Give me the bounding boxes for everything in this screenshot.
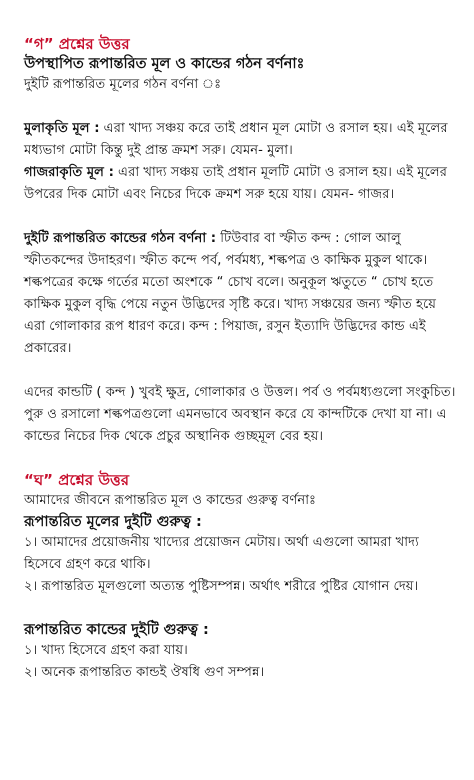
root-importance-item-1: ১। আমাদের প্রয়োজনীয় খাদ্যের প্রয়োজন মেটায়। অর্থা এগুলো আমরা খাদ্য হিসেবে গ্রহণ করে থাকি। bbox=[24, 535, 419, 572]
section-g-title: “গ” প্রশ্নের উত্তর bbox=[24, 35, 130, 53]
gajor-label: গাজরাকৃতি মূল : bbox=[24, 165, 114, 180]
section-g-intro: দুইটি রূপান্তরিত মূলের গঠন বর্ণনা ঃ bbox=[24, 77, 222, 92]
section-gh-title: “ঘ” প্রশ্নের উত্তর bbox=[24, 471, 130, 489]
stem-importance-item-2: ২। অনেক রূপান্তরিত কান্ডই ঔষধি গুণ সম্পন্ন। bbox=[24, 665, 265, 680]
gajor-text: এরা খাদ্য সঞ্চয় তাই প্রধান মূলটি মোটা ও রসাল হয়। এই মূলের উপরের দিক মোটা এবং নিচের দিকে ক্রমশ সরু হয়ে যায়। যেমন- গাজর। bbox=[24, 165, 447, 202]
mula-text: এরা খাদ্য সঞ্চয় করে তাই প্রধান মূল মোটা ও রসাল হয়। এই মূলের মধ্যভাগ মোটা কিন্তু দুই প্রান্ত ক্রমশ সরু। যেমন- মুলা। bbox=[24, 121, 448, 158]
stem-importance-heading: রূপান্তরিত কান্ডের দুইটি গুরুত্ব : bbox=[24, 622, 209, 638]
root-importance-heading: রূপান্তরিত মূলের দুইটি গুরুত্ব : bbox=[24, 514, 202, 530]
section-gh-intro: আমাদের জীবনে রূপান্তরিত মূল ও কান্ডের গুরুত্ব বর্ণনাঃ bbox=[24, 493, 317, 508]
stem-text: টিউবার বা স্ফীত কন্দ : গোল আলু স্ফীতকন্দের উদাহরণ। স্ফীত কন্দে পর্ব, পর্বমধ্য, শল্কপত্র ও কাক্ষিক মুকুল থাকে। শল্কপত্রের কক্ষে গর্তের মতো অংশকে “ চোখ বলে। অনুকূল ঋতুতে “ চোখ হতে কাক্ষিক মুকুল বৃদ্ধি পেয়ে নতুন উদ্ভিদের সৃষ্টি করে। খাদ্য সঞ্চয়ের জন্য স্ফীত হয়ে এরা গোলাকার রূপ ধারণ করে। কন্দ : পিয়াজ, রসুন ইত্যাদি উদ্ভিদের কান্ড এই প্রকারের। bbox=[24, 231, 437, 356]
stem-paragraph bbox=[24, 228, 460, 360]
bulb-paragraph: এদের কান্ডটি ( কন্দ ) খুবই ক্ষুদ্র, গোলাকার ও উত্তল। পর্ব ও পর্বমধ্যগুলো সংকুচিত। পুরু ও রসালো শল্কপত্রগুলো এমনভাবে অবস্থান করে যে কান্দটিকে দেখা যা না। এ কান্ডের নিচের দিক থেকে প্রচুর অস্থানিক গুচ্ছমূল বের হয়। bbox=[24, 385, 456, 444]
stem-importance-item-1: ১। খাদ্য হিসেবে গ্রহণ করা যায়। bbox=[24, 643, 188, 658]
mula-label: মুলাকৃতি মূল : bbox=[24, 121, 100, 136]
gajor-paragraph bbox=[24, 162, 460, 206]
stem-label: দুইটি রূপান্তরিত কান্ডের গঠন বর্ণনা : bbox=[24, 231, 217, 246]
root-importance-item-2: ২। রূপান্তরিত মূলগুলো অত্যন্ত পুষ্টিসম্পন্ন। অর্থাৎ শরীরে পুষ্টির যোগান দেয়। bbox=[24, 579, 419, 594]
mula-paragraph bbox=[24, 118, 460, 162]
section-g-heading: উপস্থাপিত রূপান্তরিত মূল ও কান্ডের গঠন বর্ণনাঃ bbox=[24, 56, 305, 72]
